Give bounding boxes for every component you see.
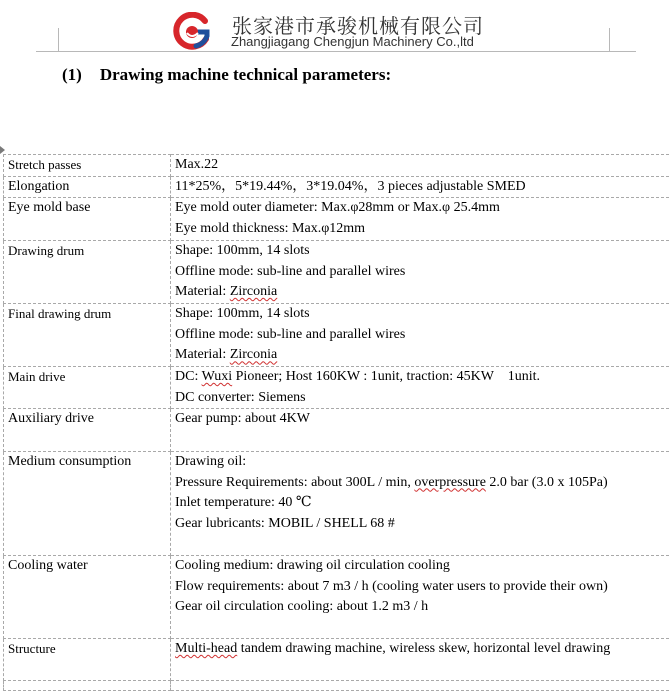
structure-word: Multi-head [175,641,237,656]
table-row [4,409,669,451]
company-name-chinese: 张家港市承骏机械有限公司 [232,10,484,39]
empty-line [175,430,669,451]
value-line: Shape: 100mm, 14 slots [175,241,669,262]
table-row [4,367,669,409]
table-row [4,451,669,555]
row-value [171,638,669,680]
row-label: Auxiliary drive [4,409,171,451]
row-label: Final drawing drum [4,303,171,366]
value-line [175,473,669,494]
dc-brand: Wuxi [202,369,233,384]
pressure-rest: 2.0 bar (3.0 x 105Pa) [486,475,608,490]
row-value [171,240,669,303]
section-heading [62,65,391,85]
value-line: Drawing oil: [175,452,669,473]
table-row [4,240,669,303]
section-number: (1) [62,65,82,84]
row-label: Elongation [4,176,171,198]
material-prefix: Material: [175,347,230,362]
table-row [4,155,669,177]
value-line: Offline mode: sub-line and parallel wires [175,325,669,346]
row-value [171,409,669,451]
value-line: Gear oil circulation cooling: about 1.2 m3 / h [175,597,669,618]
value-line: Eye mold outer diameter: Max.φ28mm or Max.φ 25.4mm [175,198,669,219]
value-line [175,367,669,388]
value-line: Gear pump: about 4KW [175,409,669,430]
structure-rest: tandem drawing machine, wireless skew, horizontal level drawing [237,641,610,656]
dc-prefix: DC: [175,369,202,384]
row-label: Structure [4,638,171,680]
table-row [4,198,669,240]
material-word: Zirconia [230,347,277,362]
section-title-text: Drawing machine technical parameters: [100,65,391,84]
page-header [0,0,669,60]
material-word: Zirconia [230,284,277,299]
value-line [175,639,669,660]
value-line: Eye mold thickness: Max.φ12mm [175,219,669,240]
pressure-prefix: Pressure Requirements: about 300L / min, [175,475,414,490]
table-move-handle-icon[interactable] [0,146,5,154]
table-row-cut-off [4,680,669,690]
technical-parameters-table [3,154,669,691]
row-value [171,176,669,198]
table-row [4,176,669,198]
table-row [4,555,669,638]
header-corner-mark-right [609,28,610,51]
row-value [171,451,669,555]
row-label-empty [4,680,171,690]
pressure-word: overpressure [414,475,486,490]
row-label: Main drive [4,367,171,409]
header-corner-mark-left [58,28,59,51]
value-line: Gear lubricants: MOBIL / SHELL 68 # [175,514,669,535]
row-label: Medium consumption [4,451,171,555]
row-value-empty [171,680,669,690]
value-line: DC converter: Siemens [175,388,669,409]
row-value [171,303,669,366]
value-line: Shape: 100mm, 14 slots [175,304,669,325]
value-line [175,345,669,366]
row-value [171,198,669,240]
material-prefix: Material: [175,284,230,299]
row-label: Cooling water [4,555,171,638]
company-name-english: Zhangjiagang Chengjun Machinery Co.,ltd [231,34,474,49]
value-line: Inlet temperature: 40 ℃ [175,493,669,514]
table-row [4,638,669,680]
value-line: Flow requirements: about 7 m3 / h (cooling water users to provide their own) [175,577,669,598]
table-row [4,303,669,366]
value-line: Max.22 [175,155,669,176]
value-line: Offline mode: sub-line and parallel wires [175,262,669,283]
row-value [171,555,669,638]
row-value [171,155,669,177]
company-logo-icon [172,12,212,52]
row-label: Drawing drum [4,240,171,303]
row-label: Stretch passes [4,155,171,177]
row-value [171,367,669,409]
value-line [175,282,669,303]
row-label: Eye mold base [4,198,171,240]
header-rule [36,51,636,52]
value-line: 11*25%，5*19.44%，3*19.04%，3 pieces adjustable SMED [175,177,669,198]
value-line: Cooling medium: drawing oil circulation cooling [175,556,669,577]
dc-rest: Pioneer; Host 160KW : 1unit, traction: 45KW 1unit. [232,369,540,384]
